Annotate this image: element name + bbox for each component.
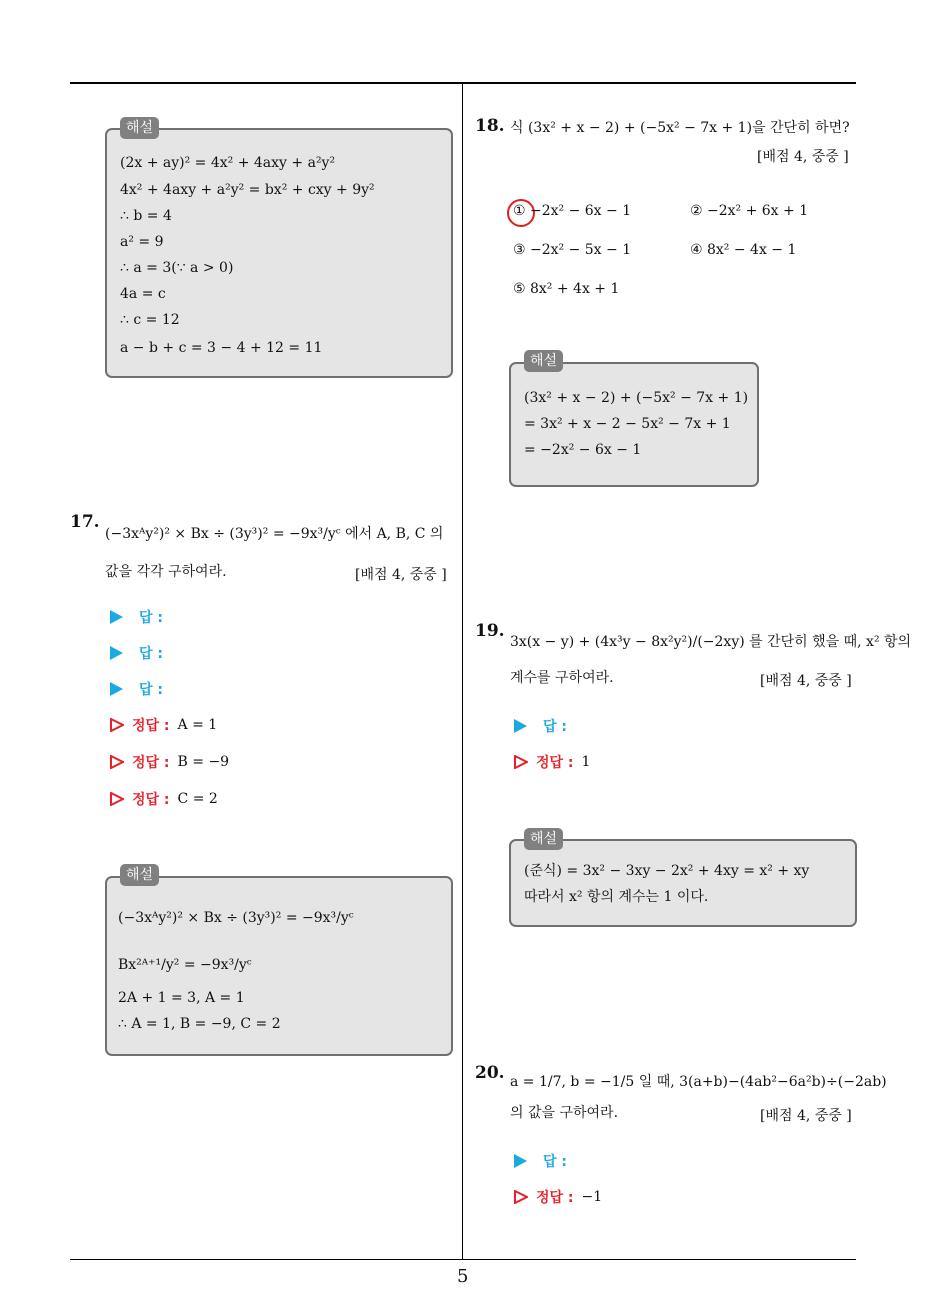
play-icon — [514, 719, 527, 733]
outline-triangle-icon — [110, 792, 124, 806]
q20-points: [배점 4, 중중 ] — [760, 1108, 852, 1124]
q18-points: [배점 4, 중중 ] — [757, 149, 849, 165]
q17-question-line2: 값을 각각 구하여라. — [105, 564, 227, 580]
q20-question-line2: 의 값을 구하여라. — [510, 1105, 619, 1121]
q19-correct-row — [514, 752, 590, 772]
q18-question-line1: 식 (3x² + x − 2) + (−5x² − 7x + 1)을 간단히 하면? — [510, 120, 850, 136]
play-icon — [110, 682, 123, 696]
q20-question-line1: a = 1/7, b = −1/5 일 때, 3(a+b)−(4ab²−6a²b)÷(−2ab) — [510, 1074, 887, 1090]
q16-solution-line: ∴ b = 4 — [120, 208, 172, 224]
answer-label: 답 : — [543, 719, 567, 735]
q19-solution-box — [509, 839, 857, 927]
q17-solution-line: Bx²ᴬ⁺¹/y² = −9x³/yᶜ — [118, 957, 252, 973]
q17-solution-line: (−3xᴬy²)² × Bx ÷ (3y³)² = −9x³/yᶜ — [118, 910, 354, 926]
q17-solution-line: 2A + 1 = 3, A = 1 — [118, 990, 245, 1006]
q20-answer-row[interactable] — [514, 1151, 567, 1171]
correct-label: 정답 : — [132, 718, 170, 734]
q17-answer-row[interactable] — [110, 643, 163, 663]
q19-number: 19. — [475, 621, 505, 641]
q20-correct-row — [514, 1187, 602, 1207]
play-icon — [514, 1154, 527, 1168]
play-icon — [110, 610, 123, 624]
q19-correct-value: 1 — [581, 754, 591, 770]
column-divider — [462, 84, 463, 1260]
top-rule — [70, 82, 856, 84]
q17-answer-row[interactable] — [110, 679, 163, 699]
q19-solution-tag: 해설 — [524, 828, 563, 850]
correct-label: 정답 : — [536, 1190, 574, 1206]
q16-solution-line: (2x + ay)² = 4x² + 4axy + a²y² — [120, 155, 336, 171]
page-number: 5 — [457, 1266, 469, 1287]
q19-solution-line: (준식) = 3x² − 3xy − 2x² + 4xy = x² + xy — [524, 863, 810, 879]
q19-points: [배점 4, 중중 ] — [760, 673, 852, 689]
answer-label: 답 : — [139, 646, 163, 662]
q18-solution-tag: 해설 — [524, 350, 563, 372]
q17-answer-row[interactable] — [110, 607, 163, 627]
q16-solution-line: ∴ a = 3(∵ a > 0) — [120, 260, 234, 276]
q17-correct-row — [110, 752, 229, 772]
outline-triangle-icon — [110, 755, 124, 769]
correct-label: 정답 : — [132, 792, 170, 808]
q17-correct-row — [110, 715, 217, 735]
q18-option-4[interactable]: ④ 8x² − 4x − 1 — [690, 242, 797, 258]
answer-label: 답 : — [543, 1154, 567, 1170]
q19-question-line1: 3x(x − y) + (4x³y − 8x²y²)/(−2xy) 를 간단히 했을 때, x² 항의 — [510, 634, 912, 650]
q17-question-line1: (−3xᴬy²)² × Bx ÷ (3y³)² = −9x³/yᶜ 에서 A, B, C 의 — [105, 526, 444, 542]
q17-solution-tag: 해설 — [120, 864, 159, 886]
q16-solution-line: 4x² + 4axy + a²y² = bx² + cxy + 9y² — [120, 182, 375, 198]
q19-solution-line: 따라서 x² 항의 계수는 1 이다. — [524, 889, 709, 905]
bottom-rule — [70, 1259, 856, 1260]
q18-option-2[interactable]: ② −2x² + 6x + 1 — [690, 203, 809, 219]
q16-solution-line: a² = 9 — [120, 234, 164, 250]
correct-label: 정답 : — [132, 755, 170, 771]
q16-solution-line: ∴ c = 12 — [120, 312, 180, 328]
correct-label: 정답 : — [536, 755, 574, 771]
q18-option-3[interactable]: ③ −2x² − 5x − 1 — [513, 242, 632, 258]
q17-correct-row — [110, 789, 218, 809]
outline-triangle-icon — [514, 755, 528, 769]
q17-correct-value: A = 1 — [177, 717, 218, 733]
q18-number: 18. — [475, 116, 505, 136]
q17-number: 17. — [70, 512, 100, 532]
q18-option-1[interactable]: ① −2x² − 6x − 1 — [513, 203, 632, 219]
q19-answer-row[interactable] — [514, 716, 567, 736]
q16-solution-tag: 해설 — [120, 117, 159, 139]
answer-label: 답 : — [139, 610, 163, 626]
play-icon — [110, 646, 123, 660]
outline-triangle-icon — [514, 1190, 528, 1204]
outline-triangle-icon — [110, 718, 124, 732]
q18-option-5[interactable]: ⑤ 8x² + 4x + 1 — [513, 281, 620, 297]
q17-points: [배점 4, 중중 ] — [355, 567, 447, 583]
q16-solution-line: a − b + c = 3 − 4 + 12 = 11 — [120, 340, 323, 356]
q17-solution-line: ∴ A = 1, B = −9, C = 2 — [118, 1016, 281, 1032]
q18-solution-line: = −2x² − 6x − 1 — [524, 442, 642, 458]
answer-label: 답 : — [139, 682, 163, 698]
q20-number: 20. — [475, 1063, 505, 1083]
q18-solution-line: (3x² + x − 2) + (−5x² − 7x + 1) — [524, 390, 749, 406]
q19-question-line2: 계수를 구하여라. — [510, 670, 614, 686]
q17-correct-value: C = 2 — [177, 791, 218, 807]
q18-solution-line: = 3x² + x − 2 − 5x² − 7x + 1 — [524, 416, 731, 432]
q17-correct-value: B = −9 — [177, 754, 230, 770]
q16-solution-line: 4a = c — [120, 286, 166, 302]
q20-correct-value: −1 — [581, 1189, 603, 1205]
